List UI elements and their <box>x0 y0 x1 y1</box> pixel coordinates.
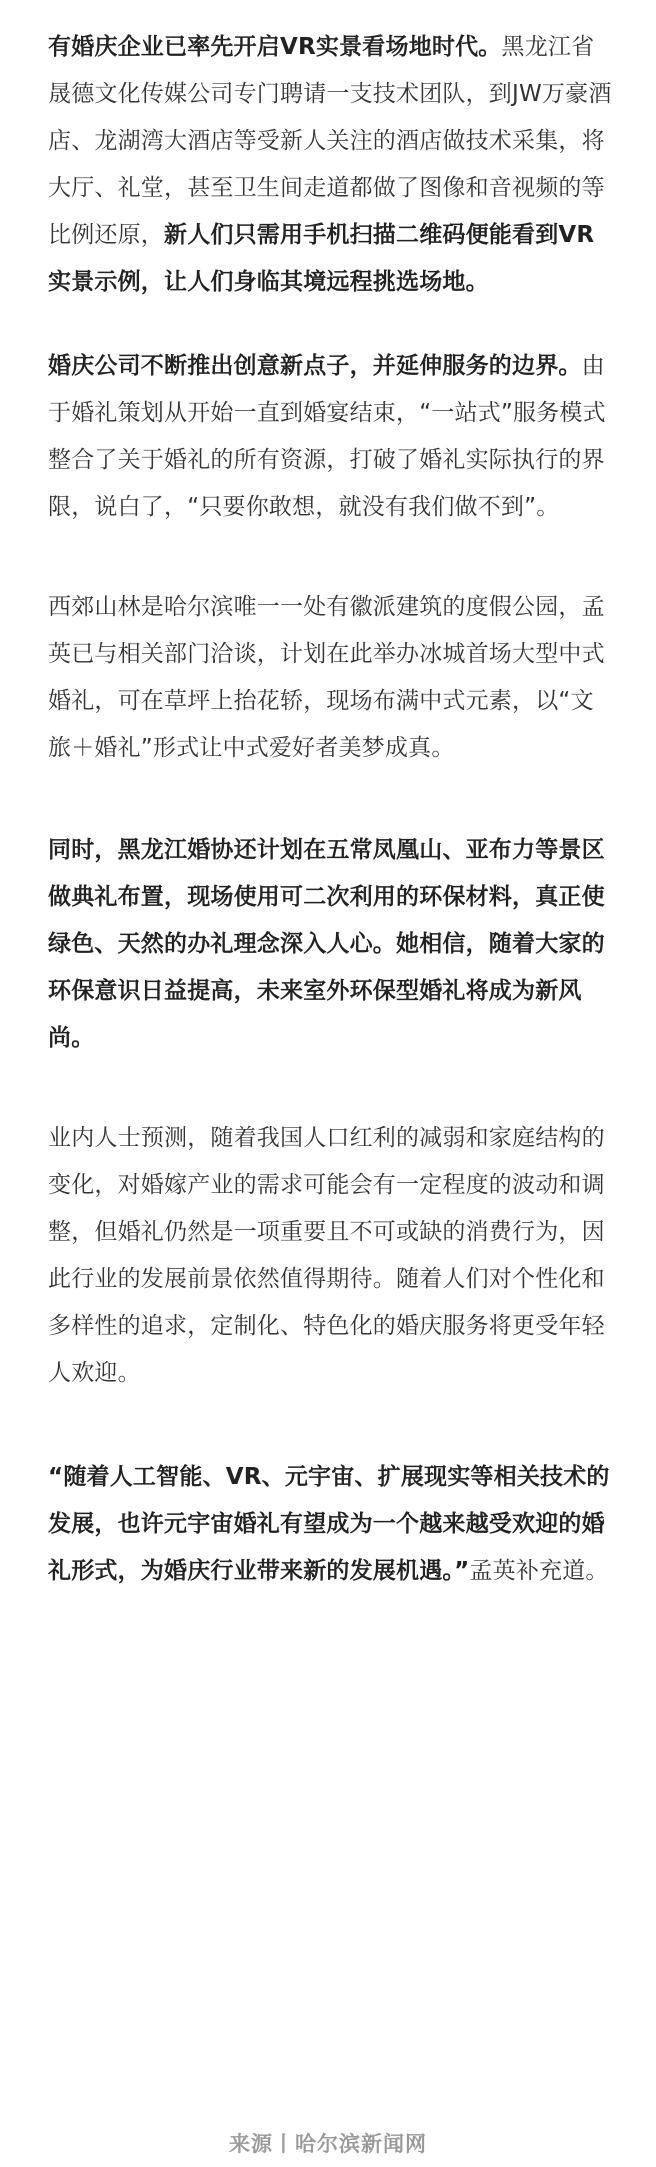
body-text: 孟英补充道。 <box>469 1558 609 1584</box>
bold-text: 有婚庆企业已率先开启VR实景看场地时代。 <box>48 34 502 60</box>
paragraph-spacer <box>48 772 613 827</box>
body-text: 由于婚礼策划从开始一直到婚宴结束，“一站式”服务模式整合了关于婚礼的所有资源，打破了婚礼实际执行的界限，说白了，“只要你敢想，就没有我们做不到”。 <box>48 353 606 520</box>
paragraph-eco-wedding <box>48 827 613 1062</box>
body-text: 黑龙江省晟德文化传媒公司专门聘请一支技术团队，到JW万豪酒店、龙湖湾大酒店等受新人关注的酒店做技术采集，将大厅、礼堂，甚至卫生间走道都做了图像和音视频的等比例还原， <box>48 34 612 248</box>
bold-text: “随着人工智能、VR、元宇宙、扩展现实等相关技术的发展，也许元宇宙婚礼有望成为一个越来越受欢迎的婚礼形式，为婚庆行业带来新的发展机遇。” <box>48 1464 610 1584</box>
bold-text: 同时，黑龙江婚协还计划在五常凤凰山、亚布力等景区做典礼布置，现场使用可二次利用的环保材料，真正使绿色、天然的办礼理念深入人心。她相信，随着大家的环保意识日益提高，未来室外环保型婚礼将成为新风尚。 <box>48 837 605 1051</box>
paragraph-vr-venue <box>48 24 613 306</box>
paragraph-metaverse-quote <box>48 1454 613 1595</box>
source-credit: 来源丨哈尔滨新闻网 <box>229 2132 427 2156</box>
body-text: 西郊山林是哈尔滨唯一一处有徽派建筑的度假公园，孟英已与相关部门洽谈，计划在此举办冰城首场大型中式婚礼，可在草坪上抬花轿，现场布满中式元素，以“文旅＋婚礼”形式让中式爱好者美梦成真。 <box>48 594 605 761</box>
paragraph-spacer <box>48 1397 613 1454</box>
paragraph-industry-outlook <box>48 1115 613 1397</box>
paragraph-spacer <box>48 306 613 343</box>
paragraph-creative-ideas <box>48 343 613 531</box>
paragraph-spacer <box>48 531 613 584</box>
article-body <box>48 24 613 1595</box>
body-text: 业内人士预测，随着我国人口红利的减弱和家庭结构的变化，对婚嫁产业的需求可能会有一定程度的波动和调整，但婚礼仍然是一项重要且不可或缺的消费行为，因此行业的发展前景依然值得期待。随着人们对个性化和多样性的追求，定制化、特色化的婚庆服务将更受年轻人欢迎。 <box>48 1125 605 1386</box>
paragraph-xijiao-wedding <box>48 584 613 772</box>
bold-text: 新人们只需用手机扫描二维码便能看到VR实景示例，让人们身临其境远程挑选场地。 <box>48 222 595 295</box>
bold-text: 婚庆公司不断推出创意新点子，并延伸服务的边界。 <box>48 353 582 379</box>
paragraph-spacer <box>48 1062 613 1115</box>
